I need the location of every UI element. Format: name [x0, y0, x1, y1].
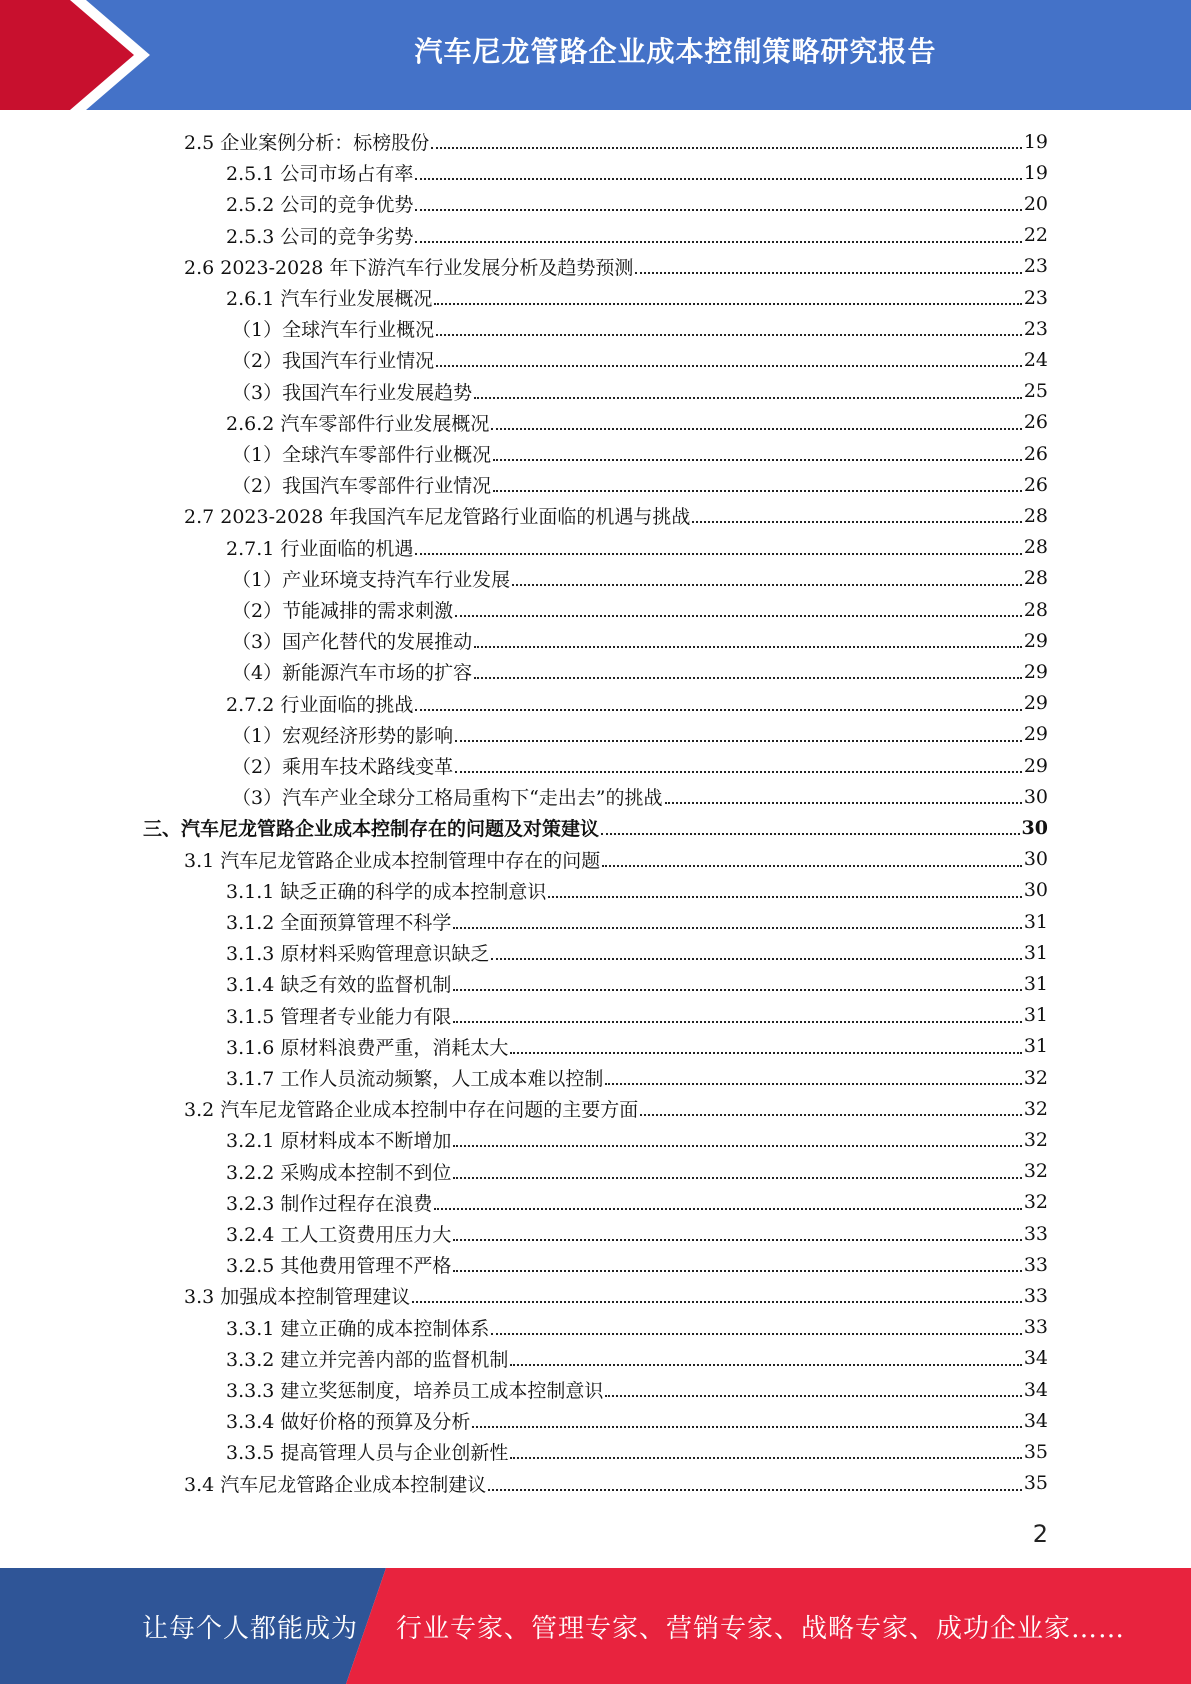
toc-entry[interactable]	[226, 1249, 1048, 1280]
toc-leader-dots	[415, 553, 1021, 555]
toc-entry-page: 26	[1023, 473, 1048, 496]
toc-entry-page: 31	[1023, 972, 1048, 995]
toc-leader-dots	[602, 865, 1022, 867]
toc-leader-dots	[453, 1239, 1021, 1241]
toc-entry-page: 29	[1023, 692, 1048, 715]
toc-entry[interactable]	[226, 1312, 1048, 1343]
toc-leader-dots	[434, 303, 1021, 305]
toc-entry[interactable]	[226, 1405, 1048, 1436]
toc-leader-dots	[455, 615, 1022, 617]
toc-entry[interactable]	[226, 220, 1048, 251]
toc-entry-page: 23	[1023, 286, 1048, 309]
toc-leader-dots	[601, 833, 1020, 835]
toc-leader-dots	[474, 677, 1022, 679]
toc-entry[interactable]	[232, 750, 1048, 781]
page-number: 2	[1032, 1520, 1048, 1548]
toc-entry-title: 3.1.4 缺乏有效的监督机制	[226, 974, 452, 997]
toc-entry[interactable]	[226, 157, 1048, 188]
toc-entry-page: 28	[1023, 504, 1048, 527]
toc-entry[interactable]	[184, 251, 1048, 282]
toc-entry-page: 33	[1023, 1253, 1048, 1276]
toc-leader-dots	[548, 896, 1021, 898]
toc-leader-dots	[491, 428, 1021, 430]
toc-entry[interactable]	[232, 376, 1048, 407]
footer-slogan-right: 行业专家、管理专家、营销专家、战略专家、成功企业家……	[396, 1613, 1126, 1644]
toc-entry[interactable]	[226, 1000, 1048, 1031]
toc-entry[interactable]	[232, 563, 1048, 594]
toc-entry[interactable]	[232, 438, 1048, 469]
toc-leader-dots	[665, 802, 1022, 804]
toc-entry[interactable]	[226, 906, 1048, 937]
toc-leader-dots	[453, 1145, 1021, 1147]
toc-entry-page: 33	[1023, 1222, 1048, 1245]
toc-leader-dots	[510, 1364, 1021, 1366]
toc-entry-title: 2.5.1 公司市场占有率	[226, 163, 414, 186]
toc-entry[interactable]	[226, 1436, 1048, 1467]
toc-entry-page: 19	[1023, 161, 1048, 184]
toc-entry[interactable]	[184, 844, 1048, 875]
toc-entry-title: （1）产业环境支持汽车行业发展	[232, 568, 511, 591]
toc-entry-page: 29	[1023, 660, 1048, 683]
toc-leader-dots	[472, 1426, 1021, 1428]
toc-entry-page: 23	[1023, 255, 1048, 278]
toc-entry-title: 3.2 汽车尼龙管路企业成本控制中存在问题的主要方面	[184, 1099, 639, 1122]
toc-entry-title: 3.3.3 建立奖惩制度，培养员工成本控制意识	[226, 1380, 604, 1402]
toc-entry[interactable]	[226, 188, 1048, 219]
toc-entry-title: 2.7 2023-2028 年我国汽车尼龙管路行业面临的机遇与挑战	[184, 506, 691, 529]
toc-entry-title: 3.1.2 全面预算管理不科学	[226, 912, 452, 934]
toc-entry-page: 28	[1023, 598, 1048, 621]
toc-entry-page: 29	[1023, 723, 1048, 746]
toc-entry-title: （1）全球汽车行业概况	[232, 319, 435, 342]
toc-leader-dots	[605, 1083, 1021, 1085]
toc-entry-title: 3.1.5 管理者专业能力有限	[226, 1005, 452, 1028]
toc-entry-page: 35	[1023, 1440, 1048, 1463]
toc-entry-title: （1）全球汽车零部件行业概况	[232, 444, 492, 466]
toc-entry-title: 3.3.5 提高管理人员与企业创新性	[226, 1442, 509, 1465]
toc-entry-page: 25	[1023, 380, 1048, 403]
toc-entry[interactable]	[226, 1156, 1048, 1187]
toc-entry-title: 三、汽车尼龙管路企业成本控制存在的问题及对策建议	[143, 818, 600, 841]
toc-entry-title: 3.3.4 做好价格的预算及分析	[226, 1411, 471, 1434]
toc-entry-page: 31	[1023, 1004, 1048, 1027]
toc-leader-dots	[474, 397, 1022, 399]
toc-entry-title: 3.2.5 其他费用管理不严格	[226, 1255, 452, 1278]
toc-leader-dots	[488, 1489, 1022, 1491]
toc-entry[interactable]	[232, 656, 1048, 687]
toc-entry[interactable]	[226, 407, 1048, 438]
toc-leader-dots	[453, 1177, 1021, 1179]
toc-leader-dots	[640, 1114, 1022, 1116]
toc-entry-title: 3.1.7 工作人员流动频繁，人工成本难以控制	[226, 1068, 604, 1090]
page-header	[0, 0, 1191, 110]
toc-entry[interactable]	[232, 594, 1048, 625]
toc-entry[interactable]	[184, 1093, 1048, 1124]
toc-entry-title: 2.5.3 公司的竞争劣势	[226, 225, 414, 248]
toc-leader-dots	[453, 1021, 1021, 1023]
toc-entry-page: 34	[1023, 1378, 1048, 1401]
toc-leader-dots	[493, 490, 1022, 492]
toc-entry-page: 33	[1023, 1316, 1048, 1339]
toc-entry-title: 3.1.1 缺乏正确的科学的成本控制意识	[226, 880, 547, 903]
toc-entry-title: 3.2.1 原材料成本不断增加	[226, 1130, 452, 1153]
document-title: 汽车尼龙管路企业成本控制策略研究报告	[414, 35, 937, 68]
toc-entry-title: 3.2.2 采购成本控制不到位	[226, 1161, 452, 1184]
toc-entry[interactable]	[226, 1374, 1048, 1405]
toc-entry-page: 28	[1023, 567, 1048, 590]
toc-entry-page: 22	[1023, 224, 1048, 247]
toc-entry-page: 32	[1023, 1066, 1048, 1089]
toc-entry-title: （3）国产化替代的发展推动	[232, 631, 473, 654]
footer-slogan-left: 让每个人都能成为	[142, 1613, 359, 1644]
toc-entry-title: （1）宏观经济形势的影响	[232, 724, 454, 747]
toc-entry-page: 31	[1023, 910, 1048, 933]
toc-entry-title: 2.5.2 公司的竞争优势	[226, 194, 414, 217]
toc-entry[interactable]	[226, 1218, 1048, 1249]
toc-entry-title: （4）新能源汽车市场的扩容	[232, 662, 473, 685]
toc-entry-page: 33	[1023, 1284, 1048, 1307]
toc-leader-dots	[453, 989, 1021, 991]
toc-entry-page: 29	[1023, 754, 1048, 777]
toc-entry-title: 3.3 加强成本控制管理建议	[184, 1286, 411, 1309]
toc-entry-title: 3.3.1 建立正确的成本控制体系	[226, 1317, 490, 1340]
toc-leader-dots	[491, 1333, 1021, 1335]
toc-entry[interactable]	[226, 968, 1048, 999]
toc-entry-page: 31	[1023, 1035, 1048, 1058]
toc-leader-dots	[605, 1395, 1021, 1397]
toc-entry-title: 3.1.3 原材料采购管理意识缺乏	[226, 943, 490, 966]
toc-entry-title: 3.4 汽车尼龙管路企业成本控制建议	[184, 1473, 487, 1496]
toc-entry-page: 28	[1023, 536, 1048, 559]
toc-entry[interactable]	[184, 500, 1048, 531]
toc-entry-title: 3.3.2 建立并完善内部的监督机制	[226, 1348, 509, 1371]
toc-entry-page: 34	[1023, 1409, 1048, 1432]
toc-entry-title: 2.7.1 行业面临的机遇	[226, 537, 414, 560]
toc-entry[interactable]	[184, 1280, 1048, 1311]
toc-entry-title: （2）我国汽车行业情况	[232, 350, 435, 373]
toc-entry-page: 29	[1023, 629, 1048, 652]
toc-entry[interactable]	[226, 1124, 1048, 1155]
page-footer	[0, 1568, 1191, 1684]
toc-entry[interactable]	[232, 469, 1048, 500]
toc-entry-page: 26	[1023, 411, 1048, 434]
toc-leader-dots	[455, 771, 1022, 773]
toc-leader-dots	[493, 459, 1022, 461]
toc-leader-dots	[436, 334, 1022, 336]
toc-entry-title: （3）我国汽车行业发展趋势	[232, 381, 473, 404]
toc-entry-title: 3.1 汽车尼龙管路企业成本控制管理中存在的问题	[184, 849, 601, 872]
toc-entry-title: 3.1.6 原材料浪费严重，消耗太大	[226, 1036, 509, 1059]
toc-entry-page: 35	[1023, 1472, 1048, 1495]
toc-entry-page: 23	[1023, 317, 1048, 340]
toc-leader-dots	[510, 1052, 1021, 1054]
toc-leader-dots	[474, 646, 1022, 648]
toc-leader-dots	[455, 740, 1022, 742]
toc-entry[interactable]	[226, 1187, 1048, 1218]
toc-entry-page: 30	[1023, 879, 1048, 902]
toc-leader-dots	[412, 1301, 1022, 1303]
toc-entry-page: 34	[1023, 1347, 1048, 1370]
toc-leader-dots	[431, 147, 1022, 149]
toc-leader-dots	[453, 1270, 1021, 1272]
toc-entry[interactable]	[184, 126, 1048, 157]
toc-entry-page: 32	[1023, 1128, 1048, 1151]
toc-entry-page: 24	[1023, 348, 1048, 371]
toc-entry-title: （3）汽车产业全球分工格局重构下“走出去”的挑战	[232, 787, 663, 810]
toc-leader-dots	[415, 241, 1021, 243]
toc-entry-title: 3.2.4 工人工资费用压力大	[226, 1224, 452, 1246]
toc-entry[interactable]	[184, 1468, 1048, 1499]
toc-entry-page: 30	[1023, 848, 1048, 871]
toc-entry[interactable]	[226, 1343, 1048, 1374]
toc-entry-page: 31	[1023, 941, 1048, 964]
toc-entry-title: 2.6 2023-2028 年下游汽车行业发展分析及趋势预测	[184, 256, 634, 279]
toc-entry-page: 26	[1023, 442, 1048, 465]
toc-entry-title: （2）我国汽车零部件行业情况	[232, 475, 492, 498]
toc-entry[interactable]	[226, 875, 1048, 906]
toc-entry[interactable]	[226, 688, 1048, 719]
toc-entry-page: 20	[1023, 192, 1048, 215]
toc-entry-page: 32	[1023, 1191, 1048, 1214]
toc-entry[interactable]	[226, 1031, 1048, 1062]
toc-leader-dots	[415, 209, 1021, 211]
toc-entry[interactable]	[232, 719, 1048, 750]
toc-entry-page: 32	[1023, 1160, 1048, 1183]
toc-entry[interactable]	[226, 282, 1048, 313]
toc-entry-title: 3.2.3 制作过程存在浪费	[226, 1192, 433, 1215]
toc-entry[interactable]	[226, 1062, 1048, 1093]
toc-entry[interactable]	[232, 313, 1048, 344]
toc-leader-dots	[692, 521, 1021, 523]
toc-leader-dots	[635, 272, 1021, 274]
toc-leader-dots	[510, 1457, 1021, 1459]
toc-entry[interactable]	[226, 532, 1048, 563]
toc-entry[interactable]	[232, 344, 1048, 375]
toc-leader-dots	[434, 1208, 1021, 1210]
toc-entry-page: 19	[1023, 130, 1048, 153]
toc-entry-title: 2.6.2 汽车零部件行业发展概况	[226, 412, 490, 435]
toc-leader-dots	[415, 178, 1021, 180]
toc-entry-title: （2）乘用车技术路线变革	[232, 756, 454, 778]
toc-leader-dots	[512, 584, 1022, 586]
toc-entry[interactable]	[232, 781, 1048, 812]
toc-entry[interactable]	[232, 625, 1048, 656]
toc-entry-title: 2.6.1 汽车行业发展概况	[226, 288, 433, 310]
toc-entry-page: 30	[1021, 816, 1048, 839]
toc-entry-title: 2.7.2 行业面临的挑战	[226, 693, 414, 716]
toc-entry[interactable]	[226, 937, 1048, 968]
toc-entry-title: 2.5 企业案例分析：标榜股份	[184, 132, 430, 154]
toc-leader-dots	[453, 927, 1021, 929]
toc-leader-dots	[491, 958, 1021, 960]
toc-entry[interactable]	[143, 812, 1048, 843]
toc-entry-page: 30	[1023, 785, 1048, 808]
toc-entry-title: （2）节能减排的需求刺激	[232, 600, 454, 622]
toc-leader-dots	[436, 365, 1022, 367]
header-arrow-decoration	[0, 0, 160, 110]
toc-leader-dots	[415, 709, 1021, 711]
toc-entry-page: 32	[1023, 1097, 1048, 1120]
